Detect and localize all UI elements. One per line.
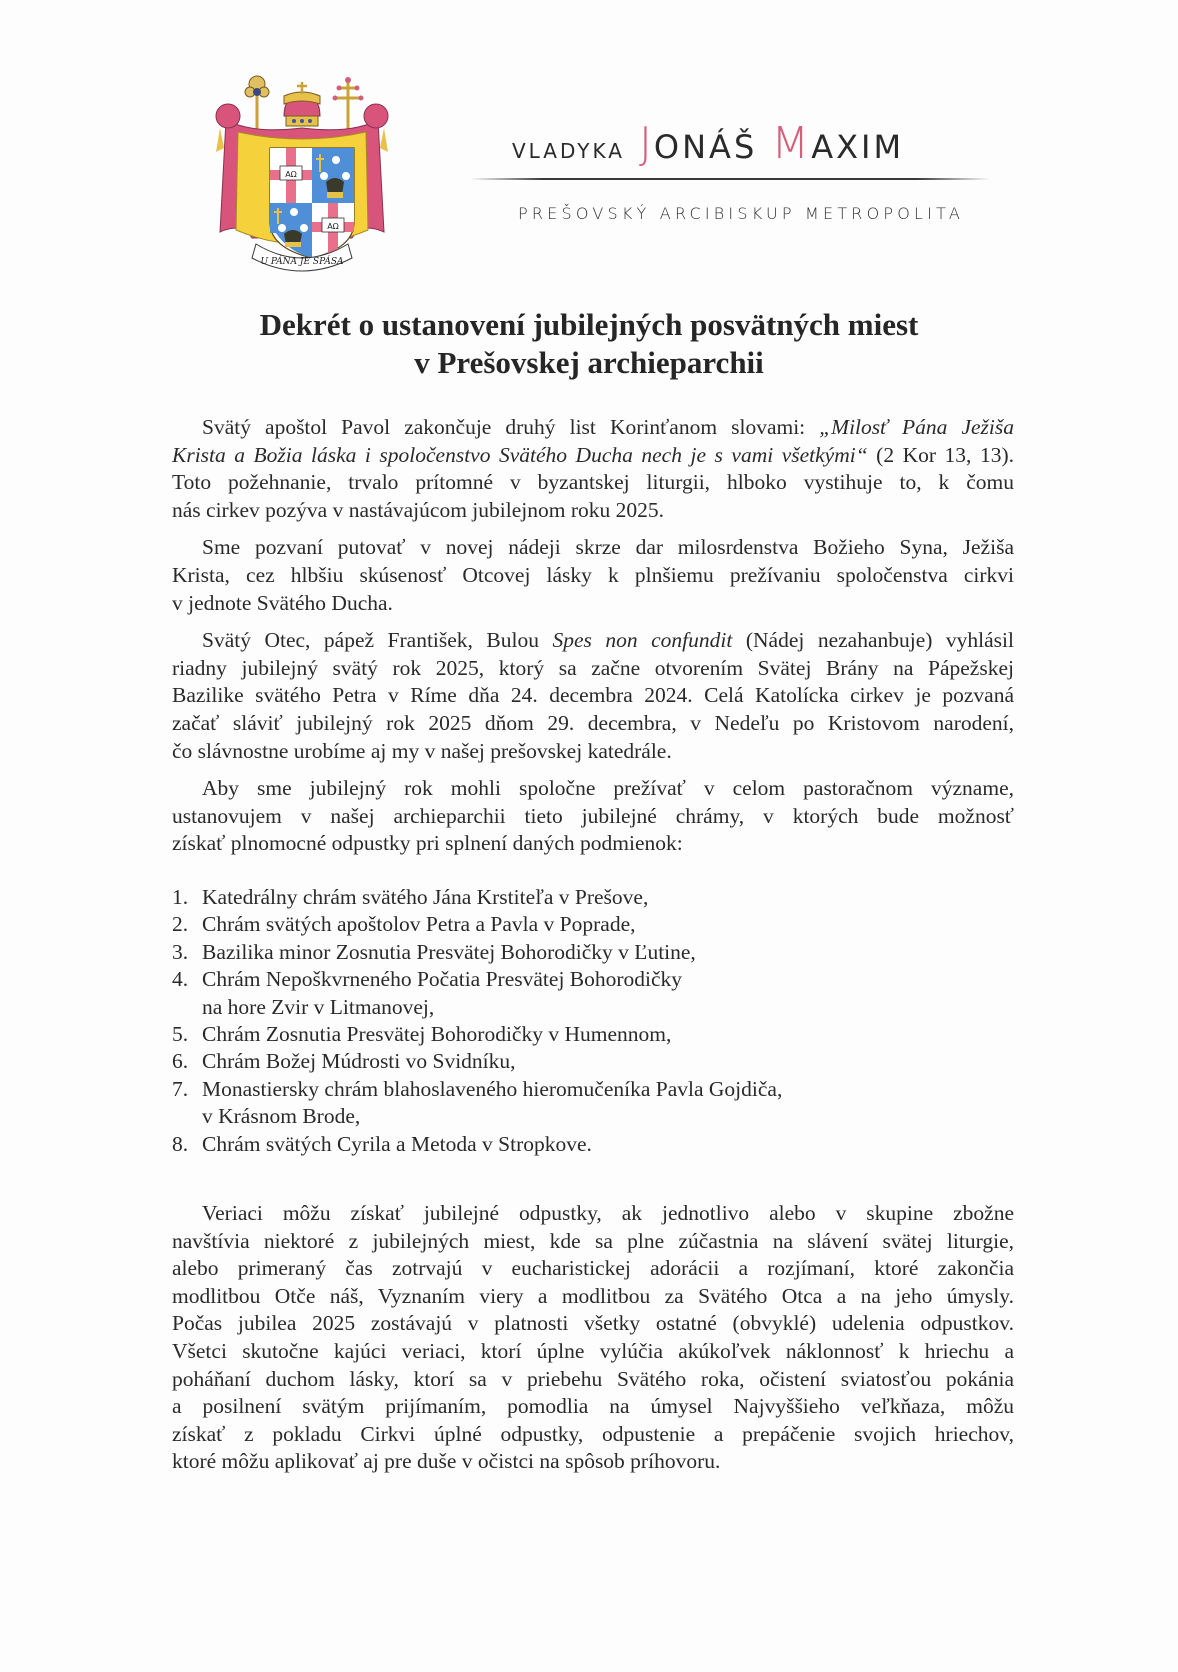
list-item: 2. Chrám svätých apoštolov Petra a Pavla v Poprade, <box>172 912 636 937</box>
paragraph-line: čo slávnostne urobíme aj my v našej prešovskej katedrále. <box>172 738 672 763</box>
document-title <box>140 306 1038 382</box>
paragraph-line: ustanovujem v našej archieparchii tieto jubilejné chrámy, v ktorých bude možnosť <box>172 803 1014 828</box>
paragraph-line: Toto požehnanie, trvalo prítomné v byzantskej liturgii, hlboko vystihuje to, k čomu <box>172 470 1014 495</box>
last-name-initial: M <box>771 118 812 169</box>
paragraph-line: Svätý Otec, pápež František, Bulou Spes non confundit (Nádej nezahanbuje) vyhlásil <box>202 628 1014 653</box>
paragraph-line: Bazilike svätého Petra v Ríme dňa 24. decembra 2024. Celá Katolícka cirkev je pozvaná <box>172 683 1014 708</box>
paragraph-line: riadny jubilejný svätý rok 2025, ktorý sa začne otvorením Svätej Brány na Pápežskej <box>172 655 1014 680</box>
paragraph-line: Všetci skutočne kajúci veriaci, ktorí úplne vylúčia akúkoľvek náklonnosť k hriechu a <box>172 1338 1014 1363</box>
paragraph-line: Veriaci môžu získať jubilejné odpustky, ak jednotlivo alebo v skupine zbožne <box>202 1201 1014 1225</box>
paragraph-line: poháňaní duchom lásky, ktorí sa v priebehu Svätého roka, očistení sviatosťou pokánia <box>172 1366 1014 1391</box>
paragraph-line: Krista a Božia láska i spoločenstvo Svätého Ducha nech je s vami všetkými“ (2 Kor 13, 13). <box>172 442 1014 467</box>
list-item: 3. Bazilika minor Zosnutia Presvätej Bohorodičky v Ľutine, <box>172 939 696 964</box>
svg-text:ΑΩ: ΑΩ <box>285 170 297 179</box>
letterhead-subtitle: PREŠOVSKÝ ARCIBISKUP METROPOLITA <box>518 204 964 223</box>
paragraph-line: Sme pozvaní putovať v novej nádeji skrze dar milosrdenstva Božieho Syna, Ježiša <box>202 535 1014 560</box>
paragraph-3 <box>172 627 1014 765</box>
paragraph-line: a posilnení svätým prijímaním, pomodlia na úmysel Najvyššieho veľkňaza, môžu <box>172 1394 1014 1419</box>
title-line-2: v Prešovskej archieparchii <box>414 345 764 380</box>
letterhead-divider <box>470 178 990 180</box>
last-name-rest: AXIM <box>811 128 905 166</box>
paragraph-line: Krista, cez hlbšiu skúsenosť Otcovej lásky k plnšiemu prežívaniu spoločenstva cirkvi <box>172 562 1014 587</box>
list-item: 1. Katedrálny chrám svätého Jána Krstiteľa v Prešove, <box>172 884 649 909</box>
list-item: 4. Chrám Nepoškvrneného Počatia Presvätej Bohorodičky na hore Zvir v Litmanovej, <box>172 967 683 1019</box>
paragraph-1 <box>172 414 1014 524</box>
paragraph-line: Počas jubilea 2025 zostávajú v platnosti všetky ostatné (obvyklé) udelenia odpustkov. <box>172 1311 1014 1336</box>
paragraph-line: v jednote Svätého Ducha. <box>172 590 393 615</box>
list-item: 8. Chrám svätých Cyrila a Metoda v Stropkove. <box>172 1131 592 1156</box>
first-name-initial: J <box>638 118 654 169</box>
list-item: 7. Monastiersky chrám blahoslaveného hieromučeníka Pavla Gojdiča, v Krásnom Brode, <box>172 1076 783 1129</box>
paragraph-line: získať plnomocné odpustky pri splnení daných podmienok: <box>172 831 683 856</box>
list-item: 5. Chrám Zosnutia Presvätej Bohorodičky v Humennom, <box>172 1021 672 1046</box>
list-item: 6. Chrám Božej Múdrosti vo Svidníku, <box>172 1049 516 1074</box>
paragraph-line: nás cirkev pozýva v nastávajúcom jubilejnom roku 2025. <box>172 497 664 522</box>
title-line-1: Dekrét o ustanovení jubilejných posvätných miest <box>259 307 919 342</box>
svg-text:ΑΩ: ΑΩ <box>327 222 339 231</box>
first-name-rest: ONÁŠ <box>653 128 758 166</box>
paragraph-line: ktoré môžu aplikovať aj pre duše v očistci na spôsob príhovoru. <box>172 1449 721 1474</box>
letterhead-name <box>512 118 904 169</box>
paragraph-line: získať z pokladu Cirkvi úplné odpustky, odpustenie a prepáčenie svojich hriechov, <box>172 1421 1014 1446</box>
paragraph-line: alebo primeraný čas zotrvajú v eucharistickej adorácii a rozjímaní, ktoré zakončia <box>172 1256 1014 1281</box>
jubilee-churches-list <box>172 884 1014 1158</box>
paragraph-line: Svätý apoštol Pavol zakončuje druhý list Korinťanom slovami: „Milosť Pána Ježiša <box>202 415 1014 439</box>
paragraph-line: navštívia niektoré z jubilejných miest, kde sa plne zúčastnia na slávení svätej liturgie, <box>172 1228 1014 1253</box>
closing-paragraph <box>172 1200 1014 1476</box>
coat-of-arms-icon <box>212 62 392 274</box>
paragraph-2 <box>172 534 1014 617</box>
document-body <box>172 414 1014 1158</box>
letterhead-prefix: VLADYKA <box>512 139 625 163</box>
paragraph-line: začať sláviť jubilejný rok 2025 dňom 29. decembra, v Nedeľu po Kristovom narodení, <box>172 710 1014 735</box>
paragraph-line: modlitbou Otče náš, Vyznaním viery a modlitbou za Svätého Otca a na jeho úmysly. <box>172 1283 1014 1308</box>
svg-text:U PÁNA JE SPÁSA: U PÁNA JE SPÁSA <box>260 257 344 267</box>
paragraph-line: Aby sme jubilejný rok mohli spoločne prežívať v celom pastoračnom význame, <box>202 776 1014 801</box>
paragraph-4 <box>172 775 1014 858</box>
bull-title: Spes non confundit <box>552 628 733 653</box>
